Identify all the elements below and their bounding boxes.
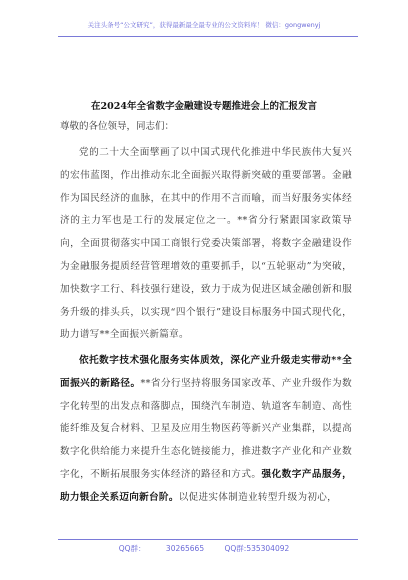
paragraph-2-body-1: **省分行坚持将服务国家改革、产业升级作为数字化转型的出发点和落脚点，围绕汽车制造、轨道客车制造、高性能纤维及复合材料、卫星及应用生物医药等新兴产业集群，以提高数字化供给能力来提升生态化链接能力，推进数字产业化和产业数字化，不断拓展服务实体经济的路径和方式。 [60, 377, 352, 480]
paragraph-2-lead: 依托数字技术强化服务实体质效，深化产业升级走实带动**全面振兴的新路径。 [60, 355, 352, 389]
paragraph-2 [60, 350, 352, 510]
header-divider [58, 36, 358, 37]
document-greeting: 尊敬的各位领导，同志们： [60, 121, 175, 132]
document-title: 在2024年全省数字金融建设专题推进会上的汇报发言 [91, 101, 317, 112]
paragraph-2-body-2: 以促进实体制造业转型升级为初心， [178, 491, 338, 503]
footer-divider [58, 539, 358, 540]
paragraph-2-lead-2: 强化数字产品服务，助力银企关系迈向新台阶。 [60, 468, 353, 503]
page-header-text: 关注头条号“公文研究”，获得最新最全最专业的公文资料库！ 微信：gongwenyj [87, 21, 321, 29]
paragraph-1: 党的二十大全面擘画了以中国式现代化推进中华民族伟大复兴的宏伟蓝图，作出推动东北全面振兴取得新突破的重要部署。金融作为国民经济的血脉，在其中的作用不言而喻，而当好服务实体经济的主力军也是工行的发展定位之一。**省分行紧跟国家政策导向，全面贯彻落实中国工商银行党委决策部署，将数字金融建设作为金融服务提质经营管理增效的重要抓手，以“五轮驱动”为突破，加快数字工行、科技强行建设，致力于成为促进区域金融创新和服务升级的排头兵，以实现“四个银行”建设目标服务中国式现代化，助力谱写**全面振兴新篇章。 [60, 147, 352, 341]
page-footer-text: QQ群： 30265665 QQ群:535304092 [118, 544, 290, 553]
